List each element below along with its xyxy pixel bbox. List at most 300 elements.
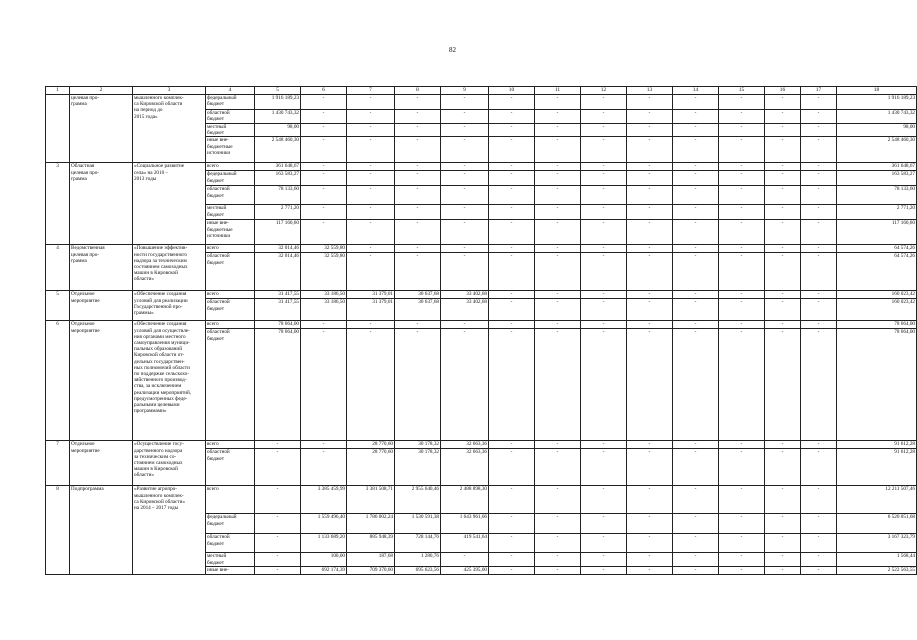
amount-cell: - xyxy=(535,299,581,321)
amount-cell: 709 370,60 xyxy=(347,567,395,575)
amount-cell: - xyxy=(535,163,581,171)
amount-cell: - xyxy=(801,253,837,291)
amount-cell: 1 916 189,23 xyxy=(255,95,301,110)
amount-cell: 100,00 xyxy=(301,553,347,567)
program-name: «Осуществление госу- дарственного надзора за техническим со- стоянием самоходных машин в Кировской области» xyxy=(133,441,206,486)
amount-cell: - xyxy=(765,534,801,553)
amount-cell: - xyxy=(395,124,441,137)
amount-cell: - xyxy=(765,245,801,253)
amount-cell: - xyxy=(301,220,347,245)
amount-cell: - xyxy=(765,321,801,329)
column-number: 16 xyxy=(765,87,801,95)
amount-cell: 163 583,27 xyxy=(255,171,301,186)
amount-cell: - xyxy=(673,220,719,245)
amount-cell: - xyxy=(535,253,581,291)
amount-cell: - xyxy=(673,186,719,205)
amount-cell: - xyxy=(581,171,627,186)
column-number: 8 xyxy=(395,87,441,95)
amount-cell: - xyxy=(719,124,765,137)
funding-source: всего xyxy=(206,245,255,253)
funding-source: иные вне- xyxy=(206,567,255,575)
amount-cell: - xyxy=(347,137,395,163)
total-cell: 78 664,00 xyxy=(837,329,917,441)
amount-cell: - xyxy=(765,163,801,171)
amount-cell: - xyxy=(441,321,489,329)
amount-cell: - xyxy=(673,514,719,534)
amount-cell: - xyxy=(673,137,719,163)
amount-cell: - xyxy=(255,514,301,534)
amount-cell: - xyxy=(347,186,395,205)
amount-cell: 30 637,68 xyxy=(395,299,441,321)
amount-cell: - xyxy=(535,171,581,186)
amount-cell: 31 417,55 xyxy=(255,299,301,321)
total-cell: 160 023,42 xyxy=(837,299,917,321)
amount-cell: - xyxy=(581,253,627,291)
amount-cell: - xyxy=(627,205,673,220)
amount-cell: - xyxy=(441,137,489,163)
amount-cell: - xyxy=(801,553,837,567)
table-row xyxy=(46,245,917,253)
amount-cell: - xyxy=(395,163,441,171)
funding-source: федеральный бюджет xyxy=(206,171,255,186)
amount-cell: - xyxy=(673,486,719,514)
column-number: 9 xyxy=(441,87,489,95)
amount-cell: - xyxy=(673,110,719,124)
amount-cell: 187,68 xyxy=(347,553,395,567)
amount-cell: - xyxy=(301,205,347,220)
amount-cell: - xyxy=(535,291,581,299)
program-type: Ведомственная целевая про- грамма xyxy=(70,245,133,291)
program-name: «Обеспечение создания условий для осуществле- ния органами местного самоуправления муници- пальных образований Кировской области от- дельных государствен- ных полномочий области по поддержке сельскохо- зяйственного производ- ства, за исключением реализации мероприятий, предусмотренных феде- ральными целевыми программами» xyxy=(133,321,206,441)
amount-cell: - xyxy=(535,137,581,163)
amount-cell: 32 014,46 xyxy=(255,253,301,291)
amount-cell: - xyxy=(765,205,801,220)
funding-source: всего xyxy=(206,321,255,329)
table-row xyxy=(46,163,917,171)
amount-cell: - xyxy=(301,329,347,441)
amount-cell: - xyxy=(719,441,765,449)
amount-cell: - xyxy=(765,567,801,575)
amount-cell: 28 770,60 xyxy=(347,441,395,449)
amount-cell: 2 548 460,30 xyxy=(255,137,301,163)
amount-cell: - xyxy=(301,95,347,110)
amount-cell: - xyxy=(395,245,441,253)
amount-cell: - xyxy=(765,137,801,163)
amount-cell: - xyxy=(535,220,581,245)
row-number: 8 xyxy=(46,486,70,575)
funding-source: областной бюджет xyxy=(206,299,255,321)
page-number: 82 xyxy=(449,46,456,54)
program-type: целевая про- грамма xyxy=(70,95,133,163)
total-cell: 6 520 051,68 xyxy=(837,514,917,534)
column-number: 13 xyxy=(627,87,673,95)
amount-cell: - xyxy=(627,514,673,534)
amount-cell: - xyxy=(673,449,719,486)
budget-table xyxy=(45,86,917,575)
amount-cell: - xyxy=(581,186,627,205)
funding-source: всего xyxy=(206,486,255,514)
amount-cell: - xyxy=(581,220,627,245)
total-cell: 98,00 xyxy=(837,124,917,137)
amount-cell: - xyxy=(765,110,801,124)
amount-cell: - xyxy=(581,299,627,321)
amount-cell: 425 395,00 xyxy=(441,567,489,575)
amount-cell: - xyxy=(627,441,673,449)
amount-cell: - xyxy=(627,329,673,441)
funding-source: местный бюджет xyxy=(206,124,255,137)
amount-cell: - xyxy=(765,186,801,205)
total-cell: 2 548 460,30 xyxy=(837,137,917,163)
amount-cell: - xyxy=(535,514,581,534)
amount-cell: - xyxy=(719,220,765,245)
amount-cell: - xyxy=(255,553,301,567)
amount-cell: - xyxy=(347,329,395,441)
total-cell: 160 023,42 xyxy=(837,291,917,299)
amount-cell: - xyxy=(489,449,535,486)
amount-cell: - xyxy=(719,329,765,441)
amount-cell: 78 664,00 xyxy=(255,329,301,441)
amount-cell: - xyxy=(719,95,765,110)
amount-cell: 31 417,55 xyxy=(255,291,301,299)
amount-cell: - xyxy=(395,205,441,220)
amount-cell: 33 402,68 xyxy=(441,299,489,321)
amount-cell: - xyxy=(489,205,535,220)
amount-cell: - xyxy=(627,186,673,205)
amount-cell: - xyxy=(627,291,673,299)
column-number: 12 xyxy=(581,87,627,95)
amount-cell: - xyxy=(535,124,581,137)
amount-cell: - xyxy=(719,299,765,321)
amount-cell: - xyxy=(255,567,301,575)
amount-cell: - xyxy=(801,534,837,553)
amount-cell: - xyxy=(441,124,489,137)
amount-cell: - xyxy=(535,110,581,124)
amount-cell: - xyxy=(673,329,719,441)
amount-cell: - xyxy=(719,205,765,220)
program-type: Отдельное мероприятие xyxy=(70,441,133,486)
amount-cell: 78 664,00 xyxy=(255,321,301,329)
amount-cell: - xyxy=(765,124,801,137)
amount-cell: - xyxy=(765,441,801,449)
amount-cell: 30 637,68 xyxy=(395,291,441,299)
amount-cell: 1 530 591,38 xyxy=(395,514,441,534)
total-cell: 1 568,44 xyxy=(837,553,917,567)
amount-cell: - xyxy=(301,441,347,449)
amount-cell: - xyxy=(765,291,801,299)
amount-cell: - xyxy=(255,534,301,553)
amount-cell: - xyxy=(801,441,837,449)
amount-cell: - xyxy=(489,329,535,441)
total-cell: 78 133,60 xyxy=(837,186,917,205)
amount-cell: - xyxy=(673,171,719,186)
amount-cell: - xyxy=(489,163,535,171)
amount-cell: - xyxy=(581,329,627,441)
amount-cell: - xyxy=(489,137,535,163)
amount-cell: - xyxy=(719,321,765,329)
amount-cell: - xyxy=(347,245,395,253)
amount-cell: - xyxy=(801,567,837,575)
amount-cell: - xyxy=(489,486,535,514)
amount-cell: - xyxy=(395,171,441,186)
amount-cell: - xyxy=(489,534,535,553)
total-cell: 2 771,20 xyxy=(837,205,917,220)
amount-cell: - xyxy=(719,163,765,171)
amount-cell: - xyxy=(489,95,535,110)
table-row xyxy=(46,321,917,329)
funding-source: областной бюджет xyxy=(206,534,255,553)
amount-cell: - xyxy=(673,124,719,137)
total-cell: 64 574,26 xyxy=(837,245,917,253)
amount-cell: 117 160,60 xyxy=(255,220,301,245)
column-number: 10 xyxy=(489,87,535,95)
amount-cell: - xyxy=(627,449,673,486)
amount-cell: 695 623,56 xyxy=(395,567,441,575)
amount-cell: - xyxy=(801,449,837,486)
amount-cell: - xyxy=(255,449,301,486)
amount-cell: - xyxy=(627,137,673,163)
amount-cell: - xyxy=(719,534,765,553)
amount-cell: - xyxy=(627,486,673,514)
amount-cell: - xyxy=(673,299,719,321)
amount-cell: - xyxy=(801,171,837,186)
total-cell: 163 583,27 xyxy=(837,171,917,186)
column-number: 7 xyxy=(347,87,395,95)
amount-cell: - xyxy=(673,205,719,220)
amount-cell: - xyxy=(535,534,581,553)
amount-cell: - xyxy=(347,163,395,171)
total-cell: 117 160,60 xyxy=(837,220,917,245)
funding-source: федеральный бюджет xyxy=(206,514,255,534)
amount-cell: - xyxy=(395,95,441,110)
total-cell: 1 916 189,23 xyxy=(837,95,917,110)
amount-cell: 3 385 459,99 xyxy=(301,486,347,514)
total-cell: 1 430 743,32 xyxy=(837,110,917,124)
amount-cell: - xyxy=(581,245,627,253)
amount-cell: 2 771,20 xyxy=(255,205,301,220)
amount-cell: - xyxy=(719,486,765,514)
amount-cell: 28 770,60 xyxy=(347,449,395,486)
total-cell: 91 612,28 xyxy=(837,441,917,449)
amount-cell: - xyxy=(301,137,347,163)
amount-cell: - xyxy=(395,220,441,245)
amount-cell: - xyxy=(535,186,581,205)
amount-cell: - xyxy=(489,220,535,245)
amount-cell: - xyxy=(535,486,581,514)
program-name: «Повышение эффектив- ности государственного надзора за техническим состоянием самоходных машин в Кировской области» xyxy=(133,245,206,291)
total-cell: 91 612,28 xyxy=(837,449,917,486)
amount-cell: - xyxy=(581,124,627,137)
amount-cell: - xyxy=(627,95,673,110)
table-row xyxy=(46,95,917,110)
table-row xyxy=(46,291,917,299)
amount-cell: - xyxy=(535,245,581,253)
amount-cell: - xyxy=(627,163,673,171)
amount-cell: - xyxy=(301,321,347,329)
column-number: 11 xyxy=(535,87,581,95)
amount-cell: - xyxy=(581,95,627,110)
amount-cell: - xyxy=(801,321,837,329)
table-row xyxy=(46,486,917,514)
column-number: 15 xyxy=(719,87,765,95)
amount-cell: - xyxy=(801,186,837,205)
amount-cell: - xyxy=(765,449,801,486)
amount-cell: - xyxy=(581,110,627,124)
amount-cell: - xyxy=(719,449,765,486)
column-number: 18 xyxy=(837,87,917,95)
amount-cell: 30 178,32 xyxy=(395,441,441,449)
amount-cell: 361 648,67 xyxy=(255,163,301,171)
amount-cell: - xyxy=(673,441,719,449)
row-number: 4 xyxy=(46,245,70,291)
funding-source: федеральный бюджет xyxy=(206,95,255,110)
amount-cell: - xyxy=(489,567,535,575)
row-number: 3 xyxy=(46,163,70,245)
amount-cell: - xyxy=(581,553,627,567)
total-cell: 3 167 323,79 xyxy=(837,534,917,553)
row-number: 7 xyxy=(46,441,70,486)
amount-cell: - xyxy=(395,321,441,329)
amount-cell: 692 174,39 xyxy=(301,567,347,575)
program-type: Отдельное мероприятие xyxy=(70,291,133,321)
amount-cell: - xyxy=(765,253,801,291)
amount-cell: - xyxy=(301,124,347,137)
amount-cell: - xyxy=(347,253,395,291)
amount-cell: - xyxy=(673,321,719,329)
amount-cell: - xyxy=(301,186,347,205)
amount-cell: - xyxy=(801,514,837,534)
total-cell: 64 574,26 xyxy=(837,253,917,291)
amount-cell: 32 014,46 xyxy=(255,245,301,253)
amount-cell: - xyxy=(801,137,837,163)
funding-source: местный бюджет xyxy=(206,553,255,567)
amount-cell: - xyxy=(301,449,347,486)
amount-cell: 33 186,50 xyxy=(301,299,347,321)
amount-cell: - xyxy=(581,291,627,299)
amount-cell: - xyxy=(535,329,581,441)
column-number: 1 xyxy=(46,87,70,95)
amount-cell: - xyxy=(719,137,765,163)
amount-cell: - xyxy=(581,534,627,553)
funding-source: всего xyxy=(206,441,255,449)
amount-cell: 1 643 961,66 xyxy=(441,514,489,534)
amount-cell: 32 559,80 xyxy=(301,253,347,291)
amount-cell: - xyxy=(581,486,627,514)
amount-cell: - xyxy=(441,205,489,220)
amount-cell: - xyxy=(347,110,395,124)
amount-cell: - xyxy=(395,137,441,163)
amount-cell: - xyxy=(535,567,581,575)
program-name: «Развитие агропро- мышленного комплек- са Кировской области» на 2014 – 2017 годы xyxy=(133,486,206,575)
funding-source: всего xyxy=(206,291,255,299)
amount-cell: - xyxy=(441,186,489,205)
amount-cell: 31 379,01 xyxy=(347,291,395,299)
amount-cell: - xyxy=(673,291,719,299)
amount-cell: - xyxy=(765,299,801,321)
program-name: «Социальное развитие села» на 2010 – 2013 годы xyxy=(133,163,206,245)
amount-cell: 1 559 496,40 xyxy=(301,514,347,534)
column-number-row xyxy=(46,87,917,95)
amount-cell: 33 402,68 xyxy=(441,291,489,299)
amount-cell: - xyxy=(489,253,535,291)
row-number: 6 xyxy=(46,321,70,441)
amount-cell: 419 541,64 xyxy=(441,534,489,553)
amount-cell: - xyxy=(765,553,801,567)
amount-cell: - xyxy=(627,534,673,553)
program-name: мышленного комплек- са Кировской области на период до 2015 года» xyxy=(133,95,206,163)
funding-source: областной бюджет xyxy=(206,186,255,205)
amount-cell: - xyxy=(441,171,489,186)
amount-cell: - xyxy=(581,321,627,329)
amount-cell: - xyxy=(489,299,535,321)
amount-cell: - xyxy=(719,291,765,299)
amount-cell: 2 488 898,30 xyxy=(441,486,489,514)
amount-cell: - xyxy=(395,253,441,291)
amount-cell: - xyxy=(347,124,395,137)
amount-cell: - xyxy=(719,171,765,186)
column-number: 14 xyxy=(673,87,719,95)
amount-cell: 98,00 xyxy=(255,124,301,137)
amount-cell: - xyxy=(627,171,673,186)
amount-cell: - xyxy=(395,186,441,205)
amount-cell: - xyxy=(535,441,581,449)
row-number xyxy=(46,95,70,163)
amount-cell: - xyxy=(627,253,673,291)
amount-cell: 32 559,80 xyxy=(301,245,347,253)
amount-cell: - xyxy=(581,205,627,220)
amount-cell: - xyxy=(801,110,837,124)
amount-cell: - xyxy=(441,245,489,253)
amount-cell: - xyxy=(581,449,627,486)
total-cell: 2 522 563,55 xyxy=(837,567,917,575)
amount-cell: - xyxy=(441,553,489,567)
amount-cell: - xyxy=(489,553,535,567)
funding-source: областной бюджет xyxy=(206,253,255,291)
amount-cell: - xyxy=(801,245,837,253)
total-cell: 12 211 507,46 xyxy=(837,486,917,514)
amount-cell: - xyxy=(801,124,837,137)
amount-cell: - xyxy=(673,534,719,553)
amount-cell: - xyxy=(489,321,535,329)
amount-cell: - xyxy=(673,253,719,291)
column-number: 17 xyxy=(801,87,837,95)
amount-cell: - xyxy=(765,171,801,186)
amount-cell: - xyxy=(535,205,581,220)
amount-cell: - xyxy=(627,110,673,124)
amount-cell: - xyxy=(581,163,627,171)
amount-cell: - xyxy=(801,95,837,110)
amount-cell: - xyxy=(489,124,535,137)
amount-cell: - xyxy=(395,329,441,441)
amount-cell: - xyxy=(489,110,535,124)
amount-cell: - xyxy=(719,553,765,567)
funding-source: всего xyxy=(206,163,255,171)
amount-cell: - xyxy=(395,110,441,124)
program-type: Областная целевая про- грамма xyxy=(70,163,133,245)
amount-cell: - xyxy=(489,291,535,299)
amount-cell: - xyxy=(801,205,837,220)
amount-cell: - xyxy=(441,329,489,441)
amount-cell: - xyxy=(255,486,301,514)
amount-cell: - xyxy=(719,245,765,253)
amount-cell: - xyxy=(347,220,395,245)
amount-cell: 32 663,36 xyxy=(441,449,489,486)
amount-cell: 2 955 640,46 xyxy=(395,486,441,514)
amount-cell: - xyxy=(441,110,489,124)
program-type: Подпрограмма xyxy=(70,486,133,575)
amount-cell: - xyxy=(765,514,801,534)
funding-source: местный бюджет xyxy=(206,205,255,220)
amount-cell: - xyxy=(801,486,837,514)
